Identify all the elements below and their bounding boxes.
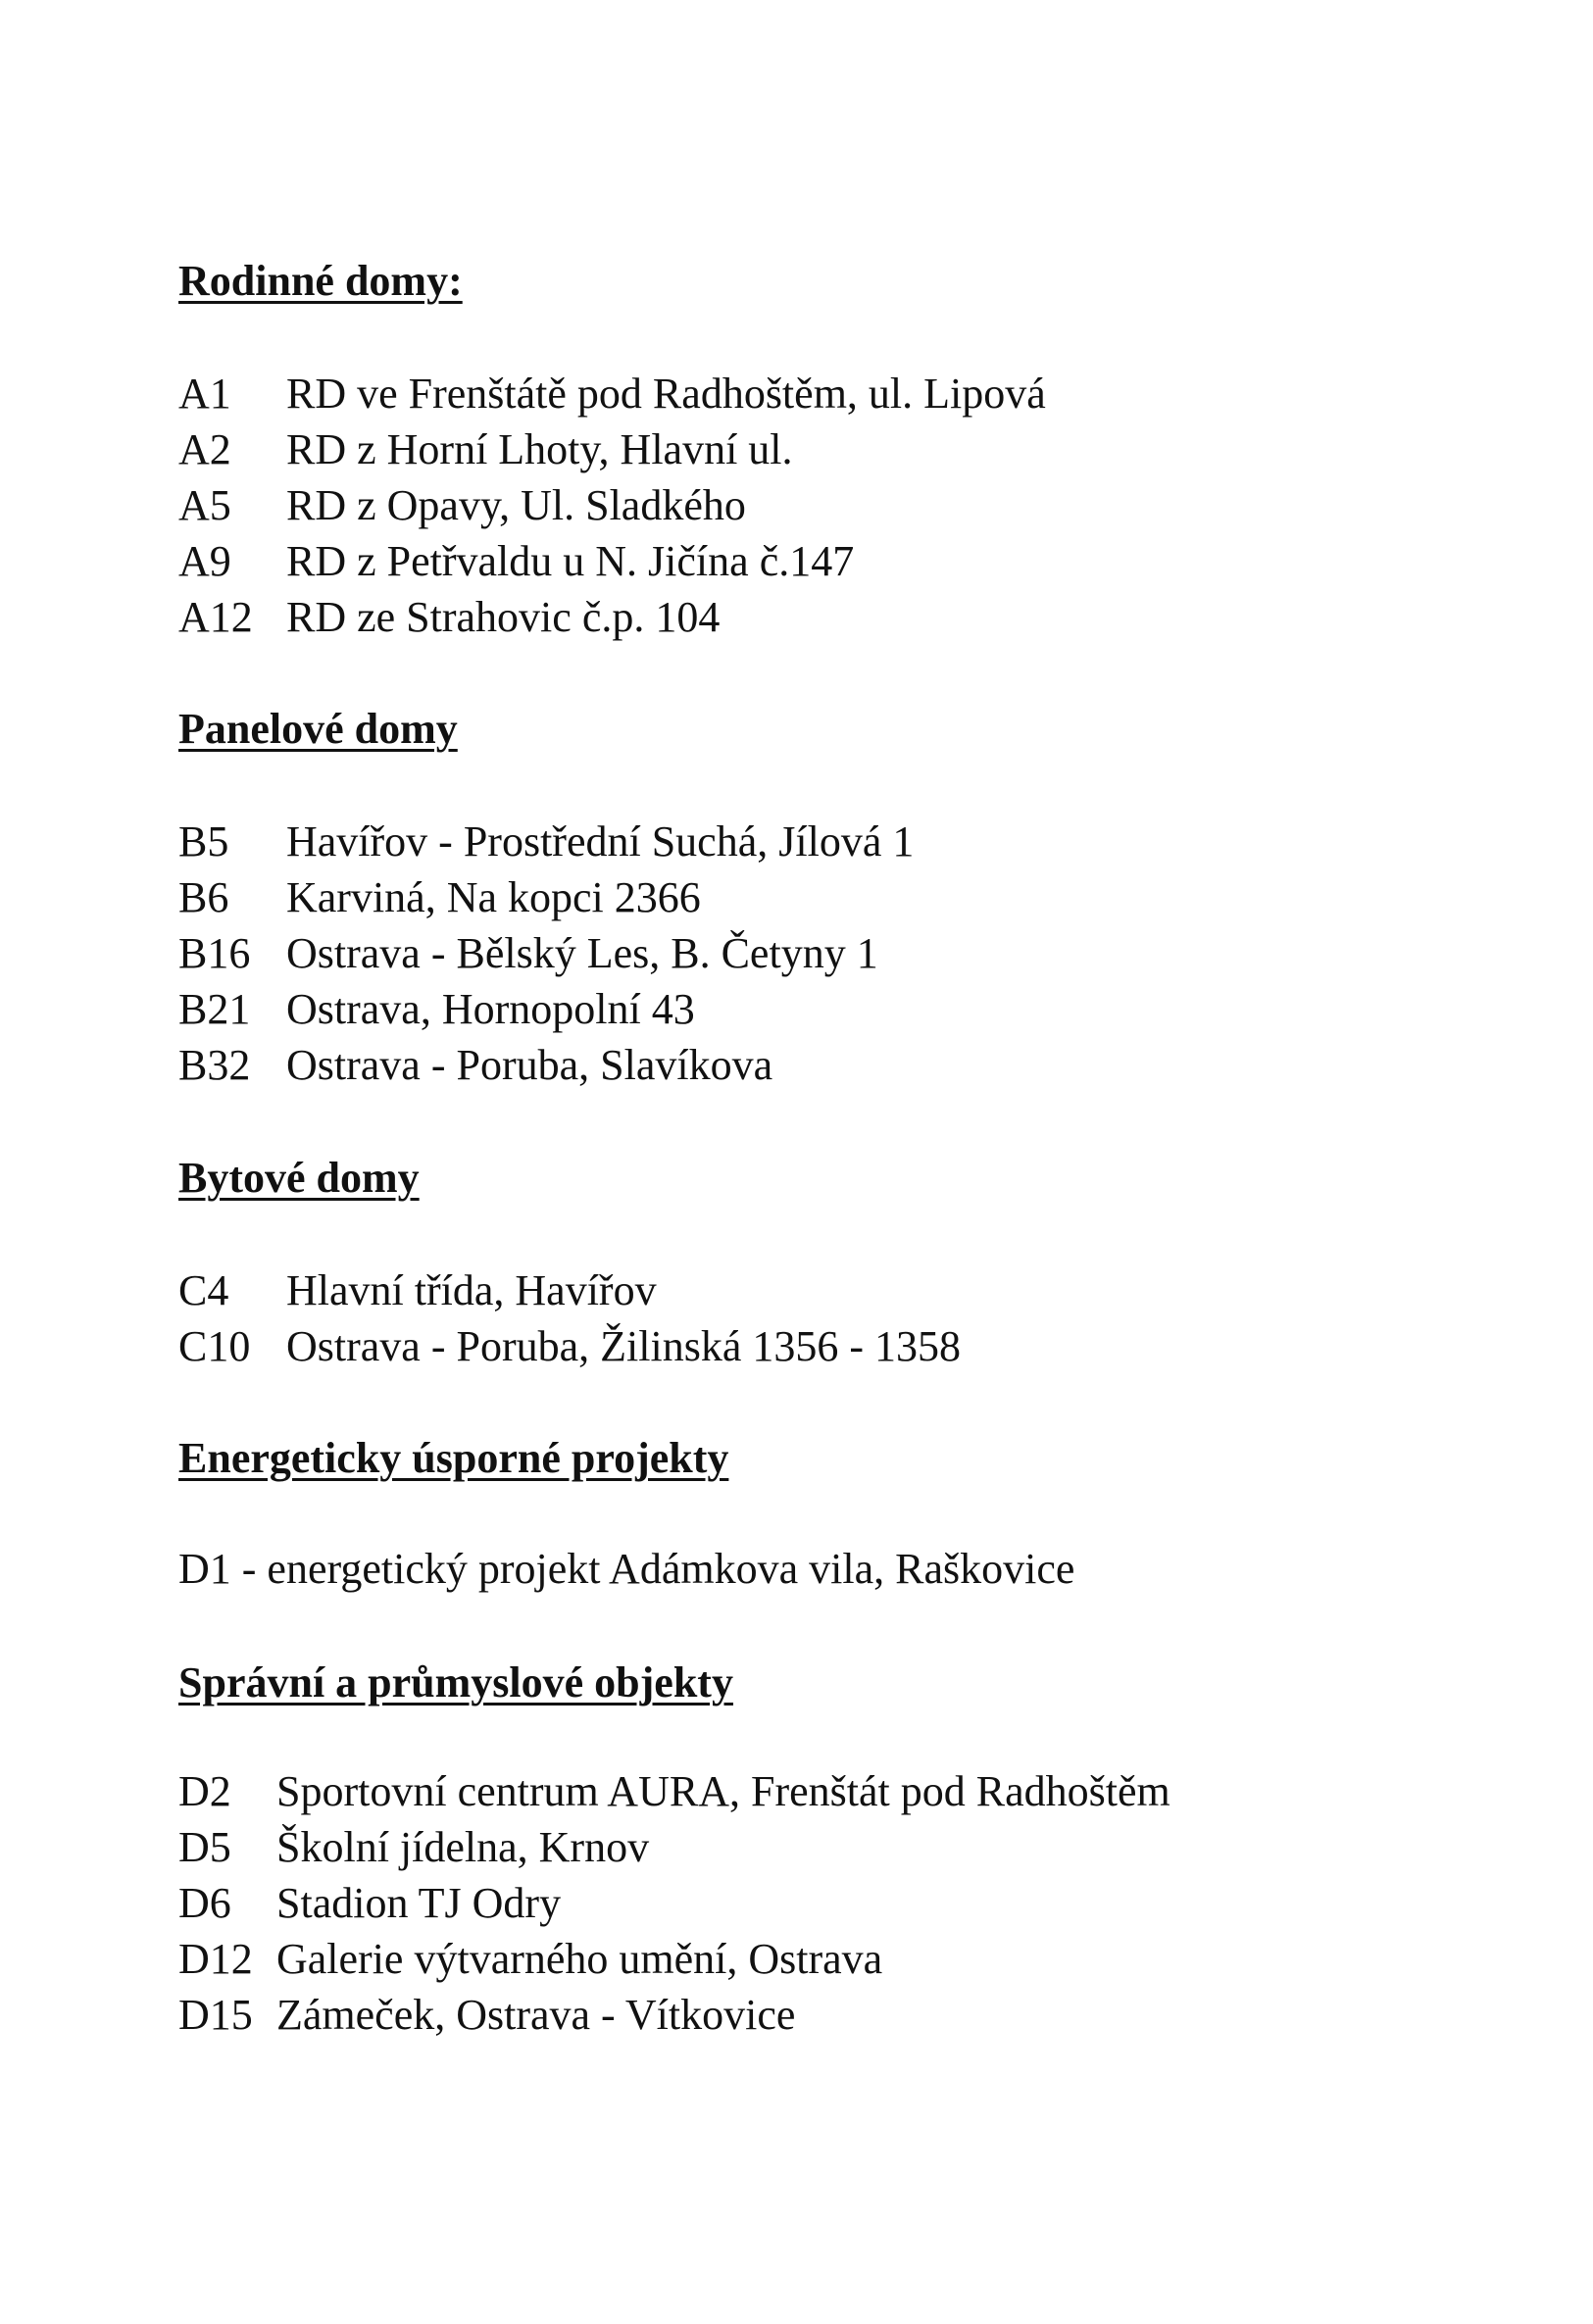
list-item [178,869,914,925]
section-heading-rodinne-domy: Rodinné domy: [178,257,463,305]
item-text: RD z Horní Lhoty, Hlavní ul. [286,425,793,473]
list-rodinne-domy [178,366,1046,645]
list-item [178,421,1046,477]
item-code: A12 [178,593,253,641]
item-text: Školní jídelna, Krnov [276,1823,650,1871]
item-text: RD z Opavy, Ul. Sladkého [286,481,746,529]
list-item [178,814,914,869]
list-item [178,366,1046,421]
item-text: RD ve Frenštátě pod Radhoštěm, ul. Lipová [286,370,1046,418]
item-text: Ostrava - Bělský Les, B. Četyny 1 [286,929,878,977]
section-heading-energeticky-usporne-projekty: Energeticky úsporné projekty [178,1434,729,1482]
item-text: Ostrava - Poruba, Žilinská 1356 - 1358 [286,1322,961,1370]
item-text: Ostrava - Poruba, Slavíkova [286,1041,773,1089]
item-code: C10 [178,1322,251,1370]
item-text: Sportovní centrum AURA, Frenštát pod Radhoštěm [276,1767,1170,1815]
section-heading-bytove-domy: Bytové domy [178,1154,420,1202]
list-item [178,925,914,981]
item-text: Hlavní třída, Havířov [286,1266,657,1314]
list-item [178,589,1046,645]
list-item [178,1262,961,1318]
item-text: Karviná, Na kopci 2366 [286,873,701,921]
energy-project-line: D1 - energetický projekt Adámkova vila, Raškovice [178,1545,1075,1593]
list-item [178,533,1046,589]
item-code: B6 [178,873,229,921]
item-code: B5 [178,817,229,865]
item-text: RD z Petřvaldu u N. Jičína č.147 [286,537,855,585]
item-code: D5 [178,1823,231,1871]
item-code: D12 [178,1935,253,1983]
list-item [178,1931,1170,1987]
item-text: RD ze Strahovic č.p. 104 [286,593,721,641]
item-code: D2 [178,1767,231,1815]
list-item [178,1875,1170,1931]
item-code: A1 [178,370,231,418]
item-text: Galerie výtvarného umění, Ostrava [276,1935,883,1983]
item-text: Havířov - Prostřední Suchá, Jílová 1 [286,817,915,865]
item-code: D15 [178,1991,253,2039]
item-code: B16 [178,929,251,977]
section-heading-panelove-domy: Panelové domy [178,705,458,753]
list-item [178,1987,1170,2043]
item-text: Ostrava, Hornopolní 43 [286,985,695,1033]
item-text: Stadion TJ Odry [276,1879,562,1927]
item-code: A2 [178,425,231,473]
list-item [178,1318,961,1374]
item-code: D6 [178,1879,231,1927]
list-bytove-domy [178,1262,961,1374]
list-item [178,1037,914,1093]
item-text: Zámeček, Ostrava - Vítkovice [276,1991,796,2039]
item-code: A9 [178,537,231,585]
item-code: B32 [178,1041,251,1089]
list-item [178,1819,1170,1875]
list-spravni-a-prumyslove-objekty [178,1763,1170,2043]
section-heading-spravni-a-prumyslove-objekty: Správní a průmyslové objekty [178,1658,733,1706]
item-code: B21 [178,985,251,1033]
item-code: A5 [178,481,231,529]
list-panelove-domy [178,814,914,1093]
list-item [178,477,1046,533]
list-item [178,1763,1170,1819]
item-code: C4 [178,1266,229,1314]
list-item [178,981,914,1037]
